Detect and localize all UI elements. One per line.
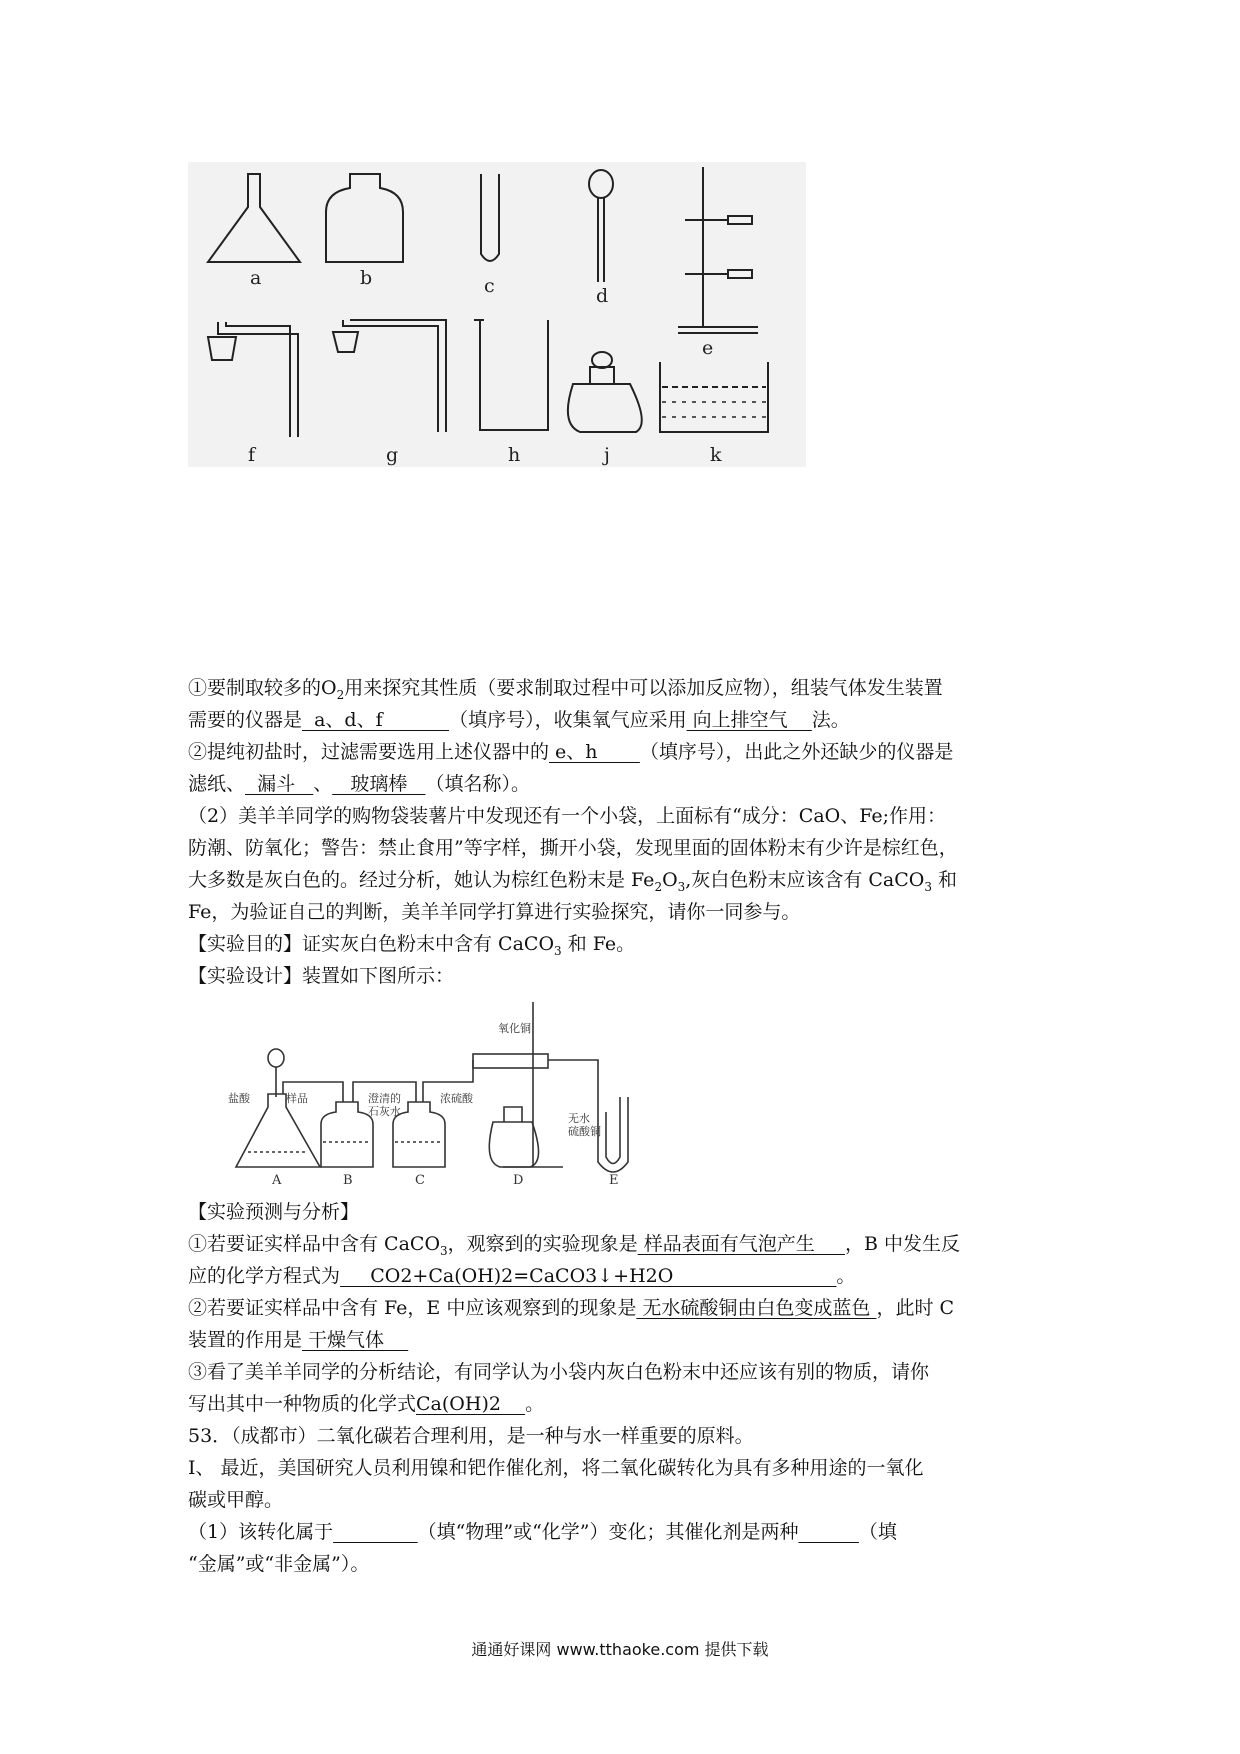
q53-line-1: 53．（成都市）二氧化碳若合理利用，是一种与水一样重要的原料。	[188, 1425, 754, 1447]
experiment-design: 【实验设计】装置如下图所示：	[188, 965, 455, 987]
analysis-line-1: ①若要证实样品中含有 CaCO$_3$，观察到的实验现象是 样品表面有气泡产生 ，B 中发生反	[188, 1233, 960, 1258]
q1-line-4: 滤纸、 漏斗 、 玻璃棒 （填名称）。	[188, 773, 530, 795]
label-cuso4: 无水硫酸铜	[568, 1112, 601, 1138]
conical-flask-icon	[208, 174, 300, 262]
page-footer: 通通好课网 www.tthaoke.com 提供下载	[471, 1640, 769, 1659]
label-B: B	[343, 1173, 353, 1188]
alcohol-lamp-icon	[568, 367, 642, 432]
q53-line-4: （1）该转化属于 （填“物理”或“化学”）变化；其催化剂是两种 （填	[188, 1521, 897, 1543]
reagent-bottle-icon	[326, 174, 403, 262]
blank-change-type	[333, 1521, 418, 1543]
q53-line-2: Ⅰ、 最近，美国研究人员利用镍和钯作催化剂，将二氧化碳转化为具有多种用途的一氧化	[188, 1457, 924, 1479]
q2-line-4: Fe，为验证自己的判断，美羊羊同学打算进行实验探究，请你一同参与。	[188, 901, 801, 923]
question-1-block	[188, 672, 1062, 992]
answer-filter-instruments: e、h	[549, 741, 640, 763]
answer-formula: Ca(OH)2	[416, 1393, 526, 1415]
label-j: j	[604, 444, 610, 466]
label-C: C	[415, 1173, 425, 1188]
label-b: b	[360, 267, 373, 289]
q53-line-5: “金属”或“非金属”）。	[188, 1553, 370, 1575]
answer-bubbles: 样品表面有气泡产生	[637, 1233, 845, 1255]
label-E: E	[609, 1173, 619, 1188]
funnel-icon	[268, 1049, 284, 1067]
label-D: D	[513, 1173, 524, 1188]
combustion-tube-icon	[473, 1054, 548, 1068]
answer-funnel: 漏斗	[245, 773, 314, 795]
label-h2so4: 浓硫酸	[440, 1092, 473, 1105]
label-sample: 样品	[286, 1092, 308, 1105]
label-hcl: 盐酸	[228, 1092, 250, 1105]
q2-line-2: 防潮、防氧化；警告：禁止食用”等字样，撕开小袋，发现里面的固体粉末有少许是棕红色，	[188, 837, 958, 859]
label-h: h	[508, 444, 521, 466]
answer-color-change: 无水硫酸铜由白色变成蓝色	[636, 1297, 877, 1319]
experiment-setup-figure	[228, 1002, 728, 1192]
answer-collection-method: 向上排空气	[686, 709, 812, 731]
q53-line-3: 碳或甲醇。	[188, 1489, 284, 1511]
answer-dry-gas: 干燥气体	[302, 1329, 409, 1351]
blank-catalyst-type	[799, 1521, 859, 1543]
label-c: c	[484, 275, 495, 297]
label-k: k	[710, 444, 722, 466]
label-e: e	[702, 337, 714, 359]
q1-line-1: ①要制取较多的$O_2$用来探究其性质（要求制取过程中可以添加反应物），组装气体发生装置	[188, 677, 943, 702]
label-A: A	[272, 1173, 282, 1188]
label-f: f	[248, 444, 256, 466]
answer-instruments: a、d、f	[302, 709, 450, 731]
beaker-icon	[474, 320, 548, 430]
label-g: g	[386, 444, 399, 466]
lamp-d-icon	[489, 1107, 538, 1167]
analysis-title: 【实验预测与分析】	[188, 1201, 360, 1223]
water-trough-icon	[660, 362, 768, 432]
bent-tube-g-icon	[343, 320, 446, 432]
analysis-line-5: ③看了美羊羊同学的分析结论，有同学认为小袋内灰白色粉末中还应该有别的物质，请你	[188, 1361, 930, 1383]
answer-equation: CO2+Ca(OH)2=CaCO3↓+H2O	[340, 1265, 837, 1287]
analysis-line-2: 应的化学方程式为 CO2+Ca(OH)2=CaCO3↓+H2O 。	[188, 1265, 856, 1287]
analysis-line-4: 装置的作用是 干燥气体	[188, 1329, 409, 1351]
analysis-line-6: 写出其中一种物质的化学式Ca(OH)2 。	[188, 1393, 545, 1415]
iron-stand-icon	[678, 167, 758, 333]
label-cuo: 氧化铜	[498, 1022, 531, 1035]
q1-line-2: 需要的仪器是 a、d、f （填序号），收集氧气应采用 向上排空气 法。	[188, 709, 850, 731]
answer-glass-rod: 玻璃棒	[332, 773, 426, 795]
label-d: d	[596, 285, 609, 307]
analysis-block	[188, 1196, 1062, 1580]
funnel-bulb-icon	[589, 170, 613, 198]
apparatus-figure	[188, 162, 806, 467]
bottle-b-icon	[321, 1102, 373, 1167]
q2-line-3: 大多数是灰白色的。经过分析，她认为棕红色粉末是 $Fe_2O_3$,灰白色粉末应该含有 CaCO$_3$ 和	[188, 869, 958, 894]
u-tube-icon	[598, 1097, 628, 1172]
q1-line-3: ②提纯初盐时，过滤需要选用上述仪器中的 e、h （填序号），出此之外还缺少的仪器是	[188, 741, 954, 763]
experiment-goal: 【实验目的】证实灰白色粉末中含有 CaCO$_3$ 和 Fe。	[188, 933, 636, 958]
analysis-line-3: ②若要证实样品中含有 Fe，E 中应该观察到的现象是 无水硫酸铜由白色变成蓝色 ，此时 C	[188, 1297, 955, 1319]
label-limewater: 澄清的石灰水	[368, 1092, 401, 1118]
test-tube-icon	[481, 174, 499, 261]
label-a: a	[250, 267, 262, 289]
bent-tube-f-icon	[218, 322, 298, 437]
q2-line-1: （2）美羊羊同学的购物袋装薯片中发现还有一个小袋，上面标有“成分：CaO、Fe;作用：	[188, 805, 947, 827]
